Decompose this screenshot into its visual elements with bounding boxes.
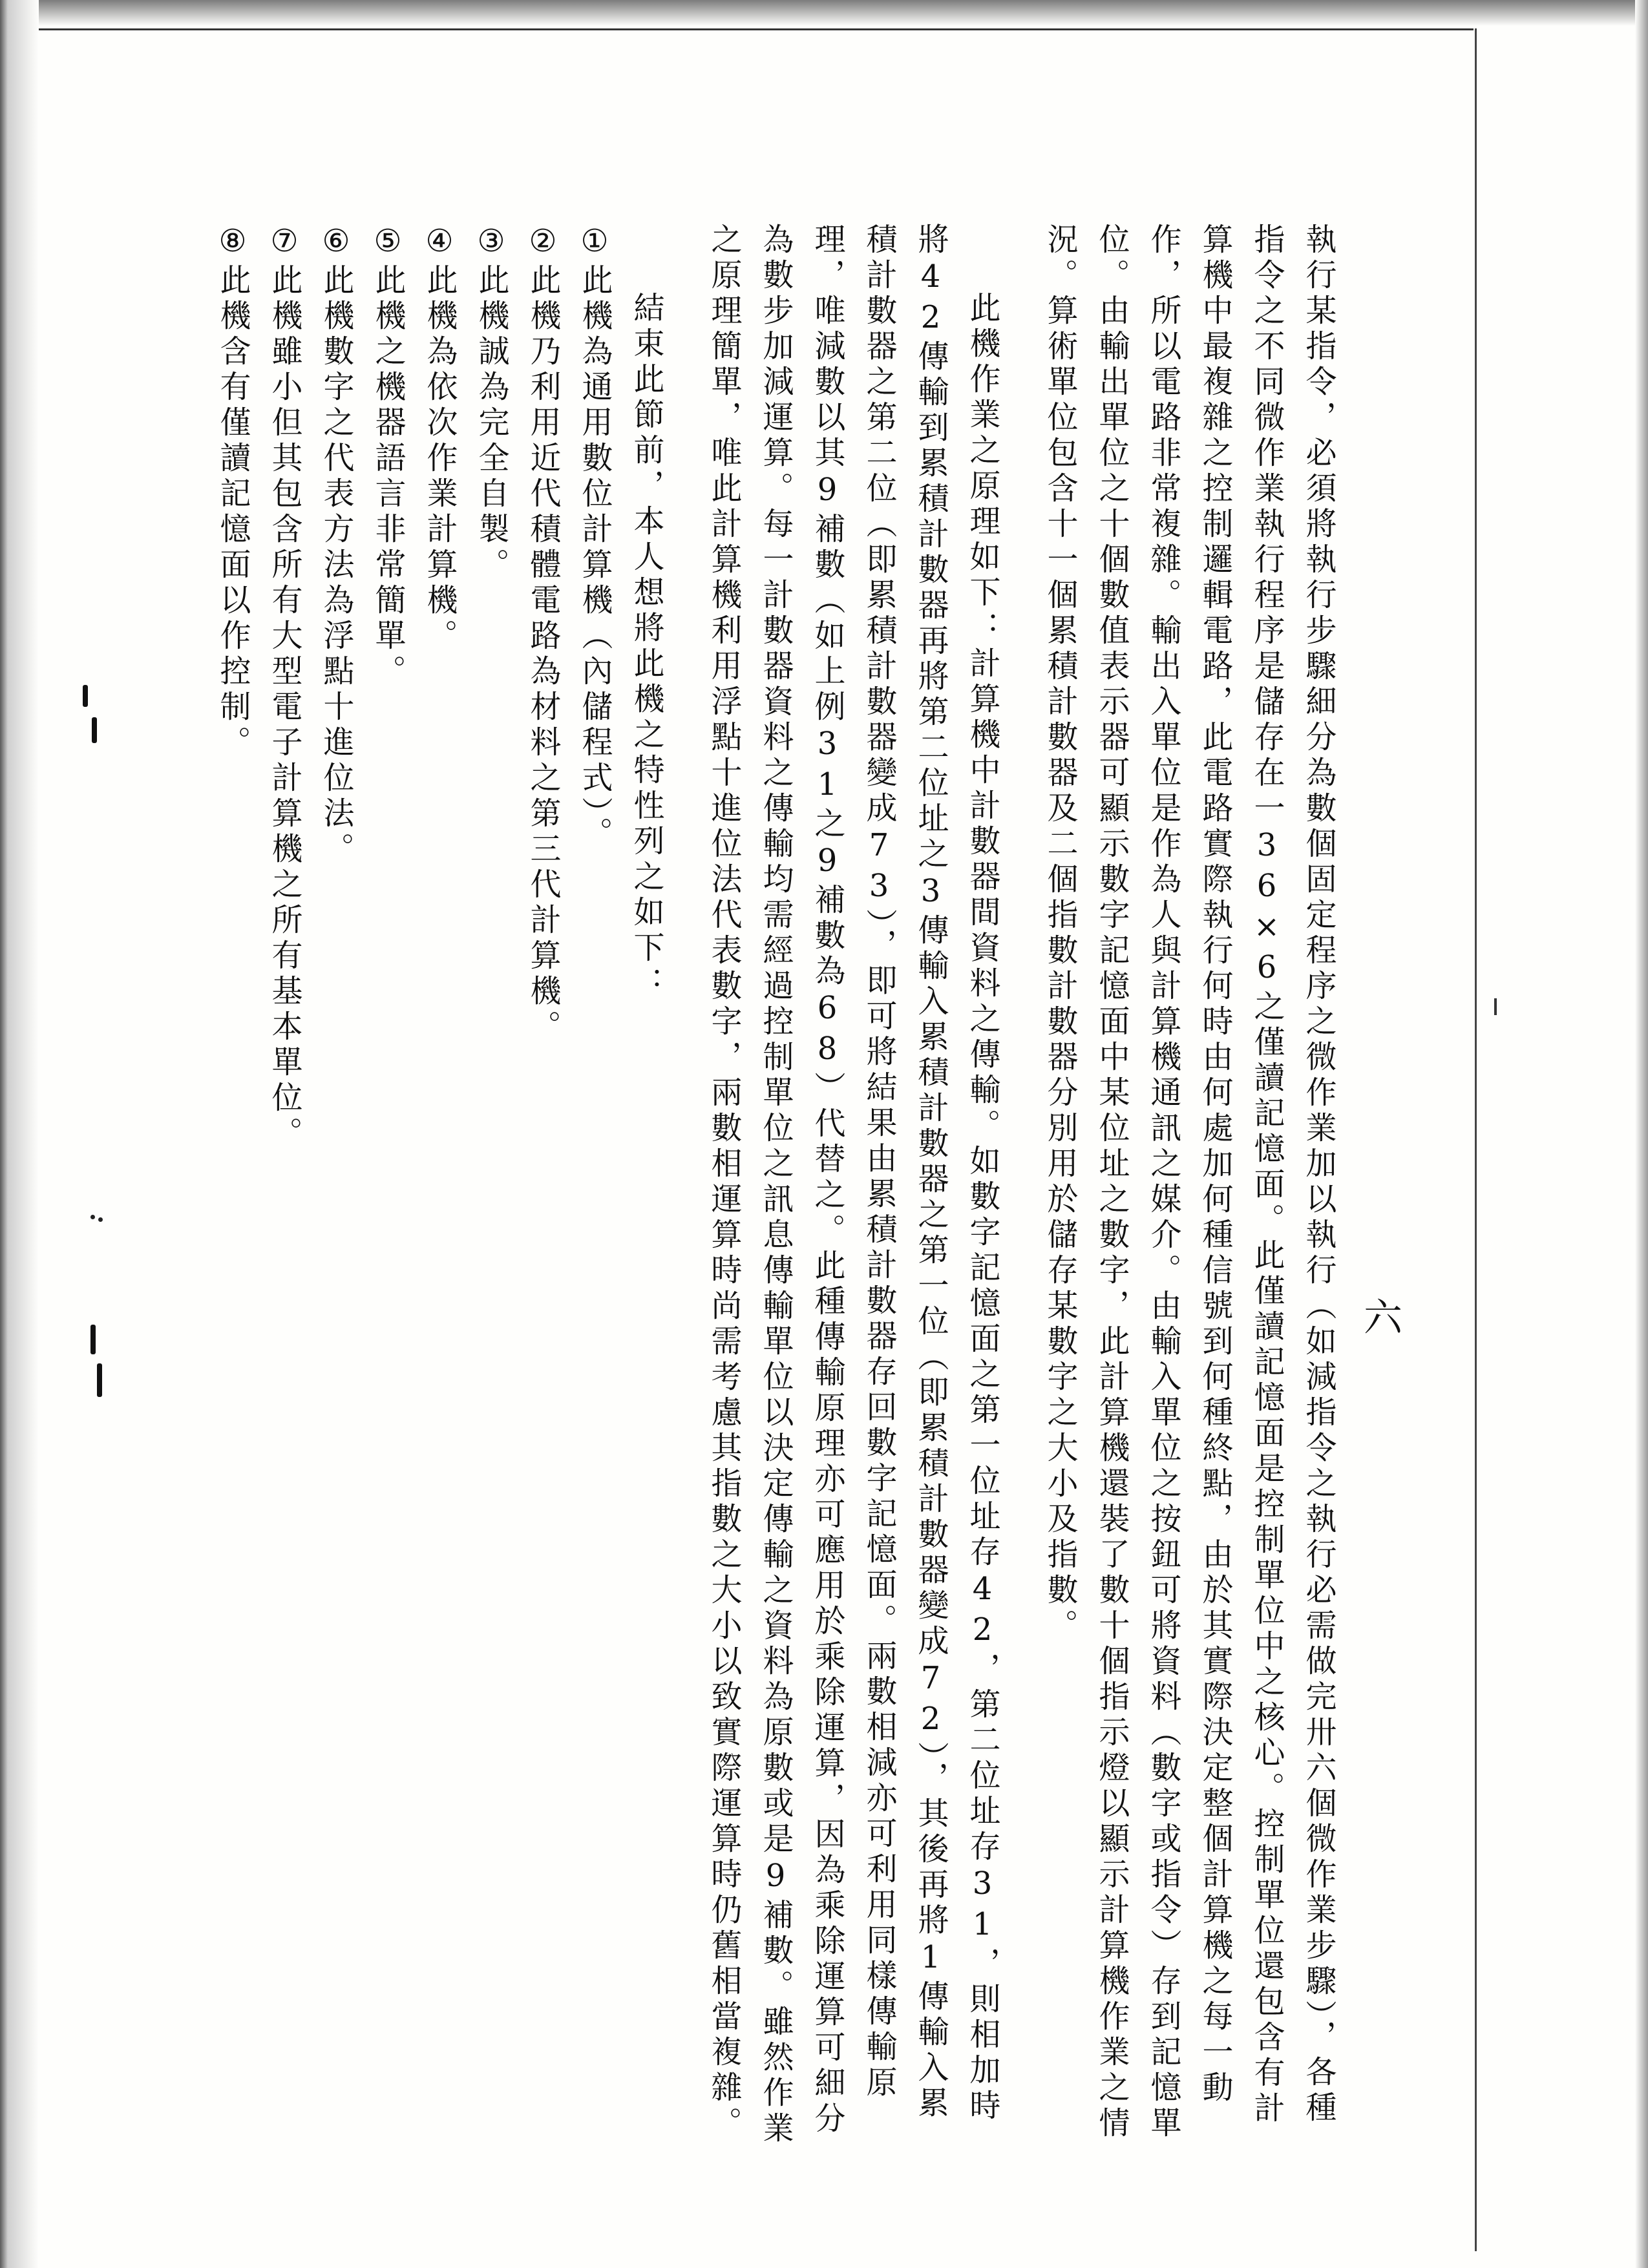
list-item <box>259 223 310 2148</box>
paragraph-1: 執行某指令，必須將執行步驟細分為數個固定程序之微作業加以執行（如減指令之執行必需做完卅六個微作業步驟），各種指令之不同微作業執行程序是儲存在一36×6之僅讀記憶面。此僅讀記憶面是控制單位中之核心。控制單位還包含有計算機中最複雜之控制邏輯電路，此電路實際執行何時由何處加何種信號到何種終點，由於其實際決定整個計算機之每一動作，所以電路非常複雜。輸出入單位是作為人與計算機通訊之媒介。由輸入單位之按鈕可將資料（數字或指令）存到記憶單位。由輸出單位之十個數值表示器可顯示數字記憶面中某位址之數字，此計算機還裝了數十個指示燈以顯示計算機作業之情況。算術單位包含十一個累積計數器及二個指數計數器分別用於儲存某數字之大小及指數。 <box>1042 223 1336 2142</box>
list-item <box>414 223 465 2148</box>
list-text: 此機為通用數位計算機（內儲程式）。 <box>576 264 613 852</box>
list-number: ② <box>525 223 561 264</box>
list-item <box>207 223 259 2148</box>
paragraph-2: 此機作業之原理如下：計算機中計數器間資料之傳輸。如數字記憶面之第一位址存42，第二位址存31，則相加時將42傳輸到累積計數器再將第二位址之3傳輸入累積計數器之第一位（即累積計數器變成72），其後再將1傳輸入累積計數器之第二位（即累積計數器變成73），即可將結果由累積計數器存回數字記憶面。兩數相減亦可利用同樣傳輸原理，唯減數以其9補數（如上例31之9補數為68）代替之。此種傳輸原理亦可應用於乘除運算，因為乘除運算可細分為數步加減運算。每一計數器資料之傳輸均需經過控制單位之訊息傳輸單位以決定傳輸之資料為原數或是9補數。雖然作業之原理簡單，唯此計算機利用浮點十進位法代表數字，兩數相運算時尚需考慮其指數之大小以致實際運算時仍舊相當複雜。 <box>706 223 1000 2147</box>
page-number: 六 <box>1364 1296 1402 1341</box>
paragraph-3: 結束此節前，本人想將此機之特性列之如下： <box>628 291 664 1002</box>
list-text: 此機為依次作業計算機。 <box>421 264 458 655</box>
list-item <box>465 223 517 2148</box>
page-border-right <box>1475 28 1477 2251</box>
list-number: ⑦ <box>266 223 302 264</box>
list-text: 此機乃利用近代積體電路為材料之第三代計算機。 <box>525 264 561 1045</box>
binding-dot <box>90 1215 95 1219</box>
binding-dot <box>98 1217 103 1222</box>
binding-mark <box>97 1363 102 1397</box>
list-item <box>362 223 414 2148</box>
margin-mark <box>1494 998 1497 1015</box>
scan-shadow-top <box>0 0 1648 26</box>
list-number: ③ <box>473 223 509 264</box>
binding-mark <box>92 717 97 743</box>
list-item <box>569 223 620 2148</box>
list-text: 此機誠為完全自製。 <box>473 264 509 583</box>
list-number: ⑤ <box>370 223 406 264</box>
page-border-top <box>39 28 1474 30</box>
list-text: 此機數字之代表方法為浮點十進位法。 <box>318 264 354 868</box>
scan-shadow-right <box>1635 0 1648 2268</box>
list-number: ① <box>576 223 613 264</box>
list-text: 此機含有僅讀記憶面以作控制。 <box>215 264 251 761</box>
list-text: 此機之機器語言非常簡單。 <box>370 264 406 690</box>
list-number: ⑥ <box>318 223 354 264</box>
list-number: ⑧ <box>215 223 251 264</box>
vertical-text-body <box>215 223 1344 2148</box>
list-text: 此機雖小但其包含所有大型電子計算機之所有基本單位。 <box>266 264 302 1152</box>
list-number: ④ <box>421 223 458 264</box>
binding-mark <box>83 685 88 707</box>
scan-shadow-left <box>0 0 39 2268</box>
list-item <box>310 223 362 2148</box>
binding-mark <box>90 1325 96 1354</box>
list-item <box>517 223 569 2148</box>
